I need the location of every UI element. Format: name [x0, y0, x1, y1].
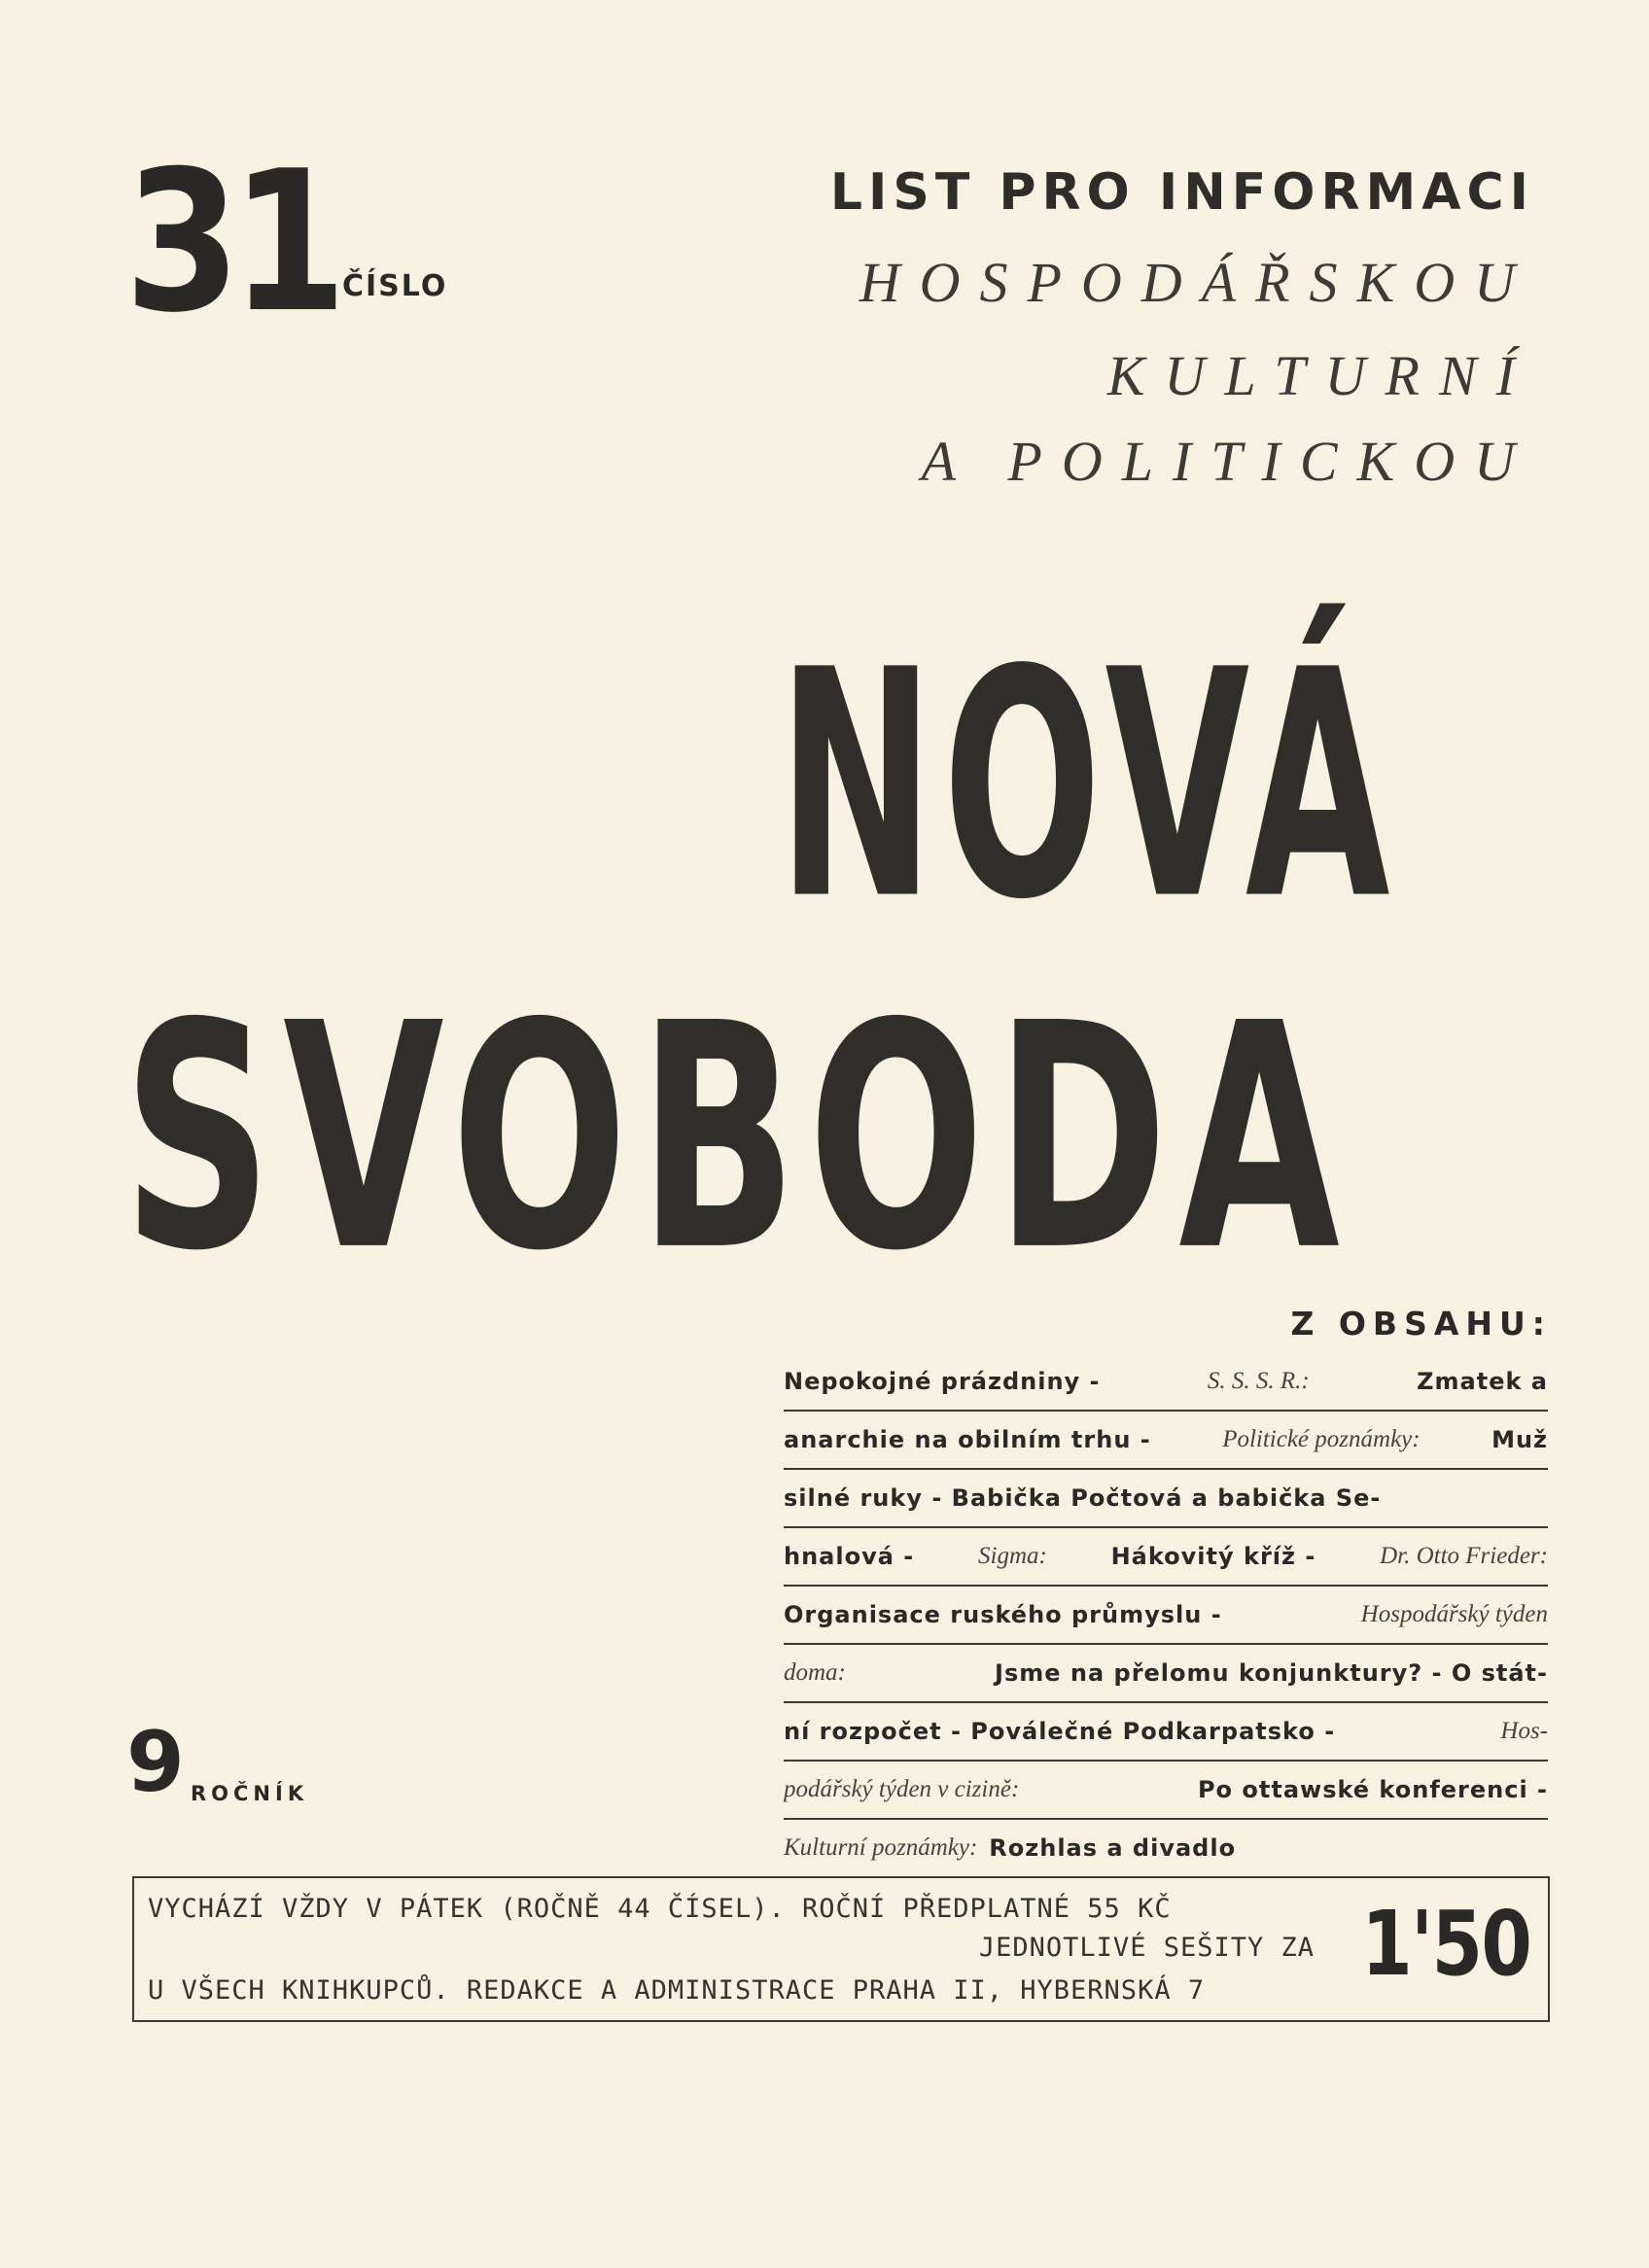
contents-line [784, 1703, 1548, 1762]
contents-author: Kulturní poznámky: [784, 1834, 978, 1861]
masthead-line-2: SVOBODA [123, 958, 1351, 1320]
contents-text: Rozhlas a divadlo [989, 1834, 1237, 1862]
contents-line [784, 1645, 1548, 1703]
tagline-line-4: A POLITICKOU [921, 430, 1534, 493]
contents-list [784, 1353, 1548, 1878]
publication-info-line-1: VYCHÁZÍ VŽDY V PÁTEK (ROČNĚ 44 ČÍSEL). ROČNÍ PŘEDPLATNÉ 55 KČ [148, 1894, 1172, 1924]
tagline-line-3: KULTURNÍ [1106, 344, 1534, 407]
contents-text: Jsme na přelomu konjunktury? - O stát- [995, 1659, 1548, 1687]
contents-author: podářský týden v cizině: [784, 1776, 1020, 1802]
contents-heading: Z OBSAHU: [1290, 1305, 1552, 1343]
contents-author: Politické poznámky: [1222, 1426, 1421, 1452]
publication-info-box [132, 1876, 1550, 2022]
contents-author: doma: [784, 1659, 846, 1686]
contents-text: Hákovitý kříž - [1110, 1543, 1316, 1570]
contents-text: Nepokojné prázdniny - [784, 1368, 1101, 1395]
contents-text: Po ottawské konferenci - [1197, 1776, 1548, 1803]
contents-author: Hospodářský týden [1360, 1601, 1548, 1627]
masthead-line-1: NOVÁ [778, 603, 1399, 969]
contents-text: anarchie na obilním trhu - [784, 1426, 1151, 1453]
contents-line [784, 1762, 1548, 1820]
contents-line [784, 1587, 1548, 1645]
contents-author: Dr. Otto Frieder: [1380, 1543, 1548, 1569]
contents-text: silné ruky - Babička Počtová a babička Se- [784, 1484, 1382, 1512]
contents-text: hnalová - [784, 1543, 915, 1570]
issue-number: 31 [124, 129, 337, 356]
publication-info-line-2: JEDNOTLIVÉ SEŠITY ZA [978, 1933, 1315, 1963]
tagline-line-2: HOSPODÁŘSKOU [859, 251, 1534, 314]
contents-text: Organisace ruského průmyslu - [784, 1601, 1222, 1628]
contents-author: S. S. S. R.: [1207, 1368, 1310, 1394]
price: 1'50 [1360, 1892, 1530, 1996]
publication-info-line-3: U VŠECH KNIHKUPCŮ. REDAKCE A ADMINISTRACE PRAHA II, HYBERNSKÁ 7 [148, 1975, 1206, 2006]
contents-text: ní rozpočet - Poválečné Podkarpatsko - [784, 1718, 1336, 1745]
contents-author: Hos- [1500, 1718, 1548, 1744]
tagline-line-1: LIST PRO INFORMACI [829, 163, 1534, 222]
contents-line [784, 1412, 1548, 1470]
contents-text: Muž [1491, 1426, 1548, 1453]
contents-author: Sigma: [978, 1543, 1047, 1569]
volume-label: ROČNÍK [191, 1782, 309, 1805]
issue-label: ČÍSLO [342, 269, 448, 303]
contents-line [784, 1528, 1548, 1587]
contents-line [784, 1353, 1548, 1412]
contents-line [784, 1820, 1355, 1878]
contents-line [784, 1470, 1548, 1528]
volume-number: 9 [126, 1714, 185, 1811]
contents-text: Zmatek a [1417, 1368, 1548, 1395]
